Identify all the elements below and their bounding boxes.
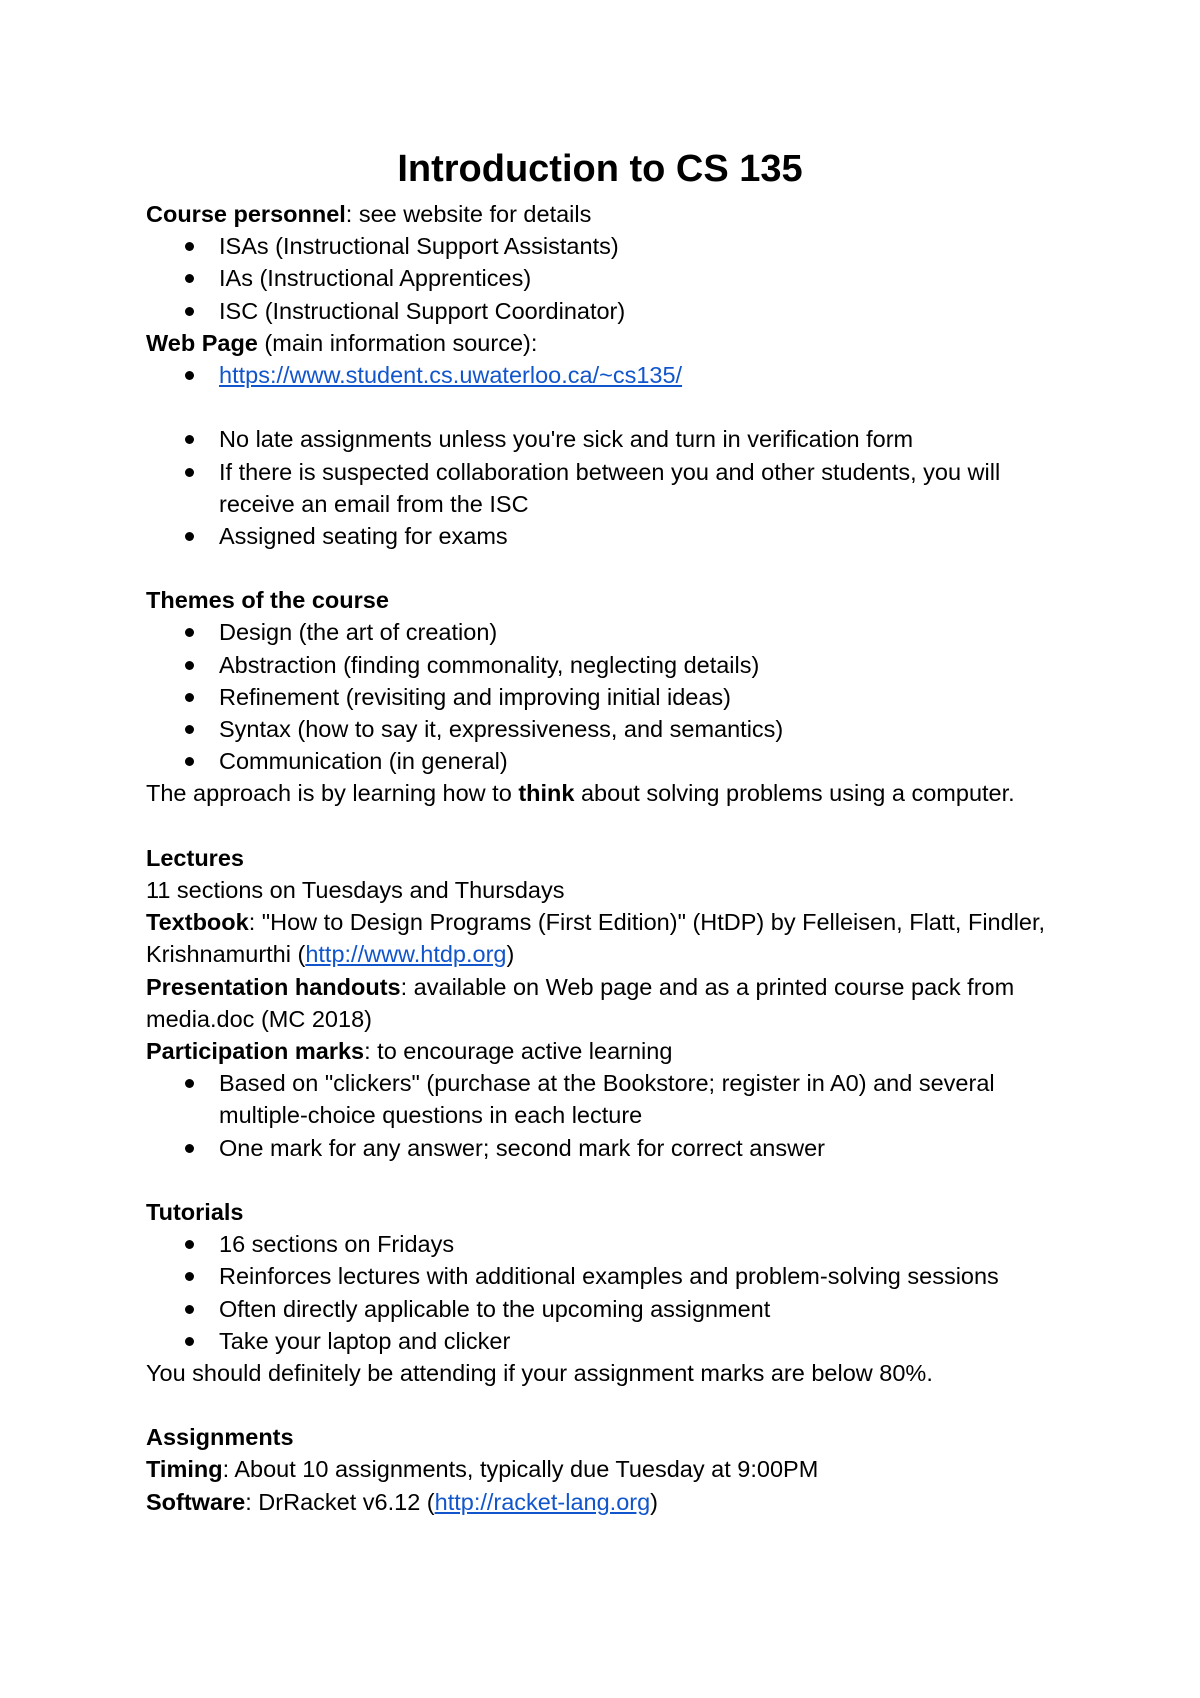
list-item-text: Abstraction (finding commonality, neglecting details) bbox=[219, 651, 760, 678]
approach-text-before: The approach is by learning how to bbox=[146, 780, 519, 807]
personnel-text: : see website for details bbox=[345, 201, 592, 227]
timing-line bbox=[146, 1453, 1076, 1485]
list-item-text: Reinforces lectures with additional examples and problem-solving sessions bbox=[219, 1263, 999, 1290]
software-line bbox=[146, 1486, 1076, 1518]
list-item bbox=[146, 1260, 1076, 1292]
list-item bbox=[146, 423, 1076, 455]
participation-label: Participation marks bbox=[146, 1037, 365, 1064]
list-item bbox=[146, 359, 1076, 391]
list-item-text: Design (the art of creation) bbox=[219, 619, 498, 646]
approach-line bbox=[146, 777, 1076, 809]
textbook-line bbox=[146, 906, 1076, 970]
racket-link[interactable]: http://racket-lang.org bbox=[434, 1488, 651, 1515]
list-item bbox=[146, 295, 1076, 327]
list-item-text: Based on "clickers" (purchase at the Bookstore; register in A0) and several multiple-choice questions in each lecture bbox=[219, 1070, 995, 1129]
list-item-text: ISC (Instructional Support Coordinator) bbox=[219, 297, 626, 324]
list-item bbox=[146, 1132, 1076, 1164]
bullet-icon bbox=[185, 307, 194, 316]
list-item-text: 16 sections on Fridays bbox=[219, 1231, 455, 1258]
bullet-icon bbox=[185, 242, 194, 251]
list-item-text: If there is suspected collaboration between you and other students, you will receive an email from the ISC bbox=[219, 458, 1001, 517]
list-item-text: No late assignments unless you're sick and turn in verification form bbox=[219, 426, 914, 453]
assignments-heading: Assignments bbox=[146, 1424, 294, 1451]
timing-text: : About 10 assignments, typically due Tuesday at 9:00PM bbox=[222, 1456, 819, 1483]
personnel-label: Course personnel bbox=[146, 201, 346, 227]
list-item bbox=[146, 745, 1076, 777]
participation-line bbox=[146, 1035, 1076, 1067]
list-item bbox=[146, 1293, 1076, 1325]
htdp-link[interactable]: http://www.htdp.org bbox=[305, 941, 507, 968]
textbook-text: : "How to Design Programs (First Edition)" (HtDP) by Felleisen, Flatt, Findler, Krishnamurthi ( bbox=[146, 909, 1046, 968]
lecture-sections: 11 sections on Tuesdays and Thursdays bbox=[146, 876, 565, 903]
handouts-line bbox=[146, 971, 1076, 1035]
list-item-text: Assigned seating for exams bbox=[219, 522, 508, 549]
bullet-icon bbox=[185, 532, 194, 541]
list-item bbox=[146, 230, 1076, 262]
web-page-label: Web Page bbox=[146, 329, 258, 356]
list-item-text: Refinement (revisiting and improving initial ideas) bbox=[219, 683, 732, 710]
list-item bbox=[146, 520, 1076, 552]
list-item-text: One mark for any answer; second mark for correct answer bbox=[219, 1134, 825, 1161]
list-item-text: Syntax (how to say it, expressiveness, and semantics) bbox=[219, 716, 784, 743]
software-text: : DrRacket v6.12 ( bbox=[245, 1488, 435, 1515]
spacer bbox=[146, 391, 1076, 423]
list-item bbox=[146, 1067, 1076, 1131]
course-website-link[interactable]: https://www.student.cs.uwaterloo.ca/~cs135/ bbox=[219, 361, 683, 388]
list-item bbox=[146, 681, 1076, 713]
list-item bbox=[146, 649, 1076, 681]
web-page-line bbox=[146, 327, 1076, 359]
list-item bbox=[146, 262, 1076, 294]
spacer bbox=[146, 1389, 1076, 1421]
bullet-icon bbox=[185, 1337, 194, 1346]
textbook-label: Textbook bbox=[146, 909, 249, 936]
software-label: Software bbox=[146, 1488, 246, 1515]
spacer bbox=[146, 552, 1076, 584]
list-item bbox=[146, 1228, 1076, 1260]
approach-text-after: about solving problems using a computer. bbox=[574, 780, 1015, 807]
tutorials-heading: Tutorials bbox=[146, 1198, 244, 1225]
list-item bbox=[146, 456, 1076, 520]
list-item-text: IAs (Instructional Apprentices) bbox=[219, 265, 532, 292]
list-item-text: Often directly applicable to the upcoming assignment bbox=[219, 1295, 771, 1322]
bullet-icon bbox=[185, 468, 194, 477]
list-item bbox=[146, 616, 1076, 648]
bullet-icon bbox=[185, 435, 194, 444]
spacer bbox=[146, 810, 1076, 842]
bullet-icon bbox=[185, 1079, 194, 1088]
web-page-text: (main information source): bbox=[257, 329, 538, 356]
textbook-close: ) bbox=[506, 941, 515, 968]
spacer bbox=[146, 1164, 1076, 1196]
bullet-icon bbox=[185, 1272, 194, 1281]
handouts-label: Presentation handouts bbox=[146, 973, 401, 1000]
timing-label: Timing bbox=[146, 1456, 223, 1483]
document-body bbox=[146, 198, 1076, 1518]
bullet-icon bbox=[185, 371, 194, 380]
personnel-line bbox=[146, 198, 1076, 230]
approach-text-bold: think bbox=[518, 780, 575, 807]
bullet-icon bbox=[185, 661, 194, 670]
tutorials-note: You should definitely be attending if your assignment marks are below 80%. bbox=[146, 1359, 933, 1386]
list-item bbox=[146, 713, 1076, 745]
lectures-heading: Lectures bbox=[146, 844, 244, 871]
list-item bbox=[146, 1325, 1076, 1357]
bullet-icon bbox=[185, 725, 194, 734]
list-item-text: Communication (in general) bbox=[219, 748, 508, 775]
bullet-icon bbox=[185, 628, 194, 637]
software-close: ) bbox=[650, 1488, 658, 1515]
themes-heading: Themes of the course bbox=[146, 587, 389, 614]
page-title: Introduction to CS 135 bbox=[397, 148, 803, 190]
list-item-text: Take your laptop and clicker bbox=[219, 1327, 511, 1354]
bullet-icon bbox=[185, 757, 194, 766]
bullet-icon bbox=[185, 693, 194, 702]
bullet-icon bbox=[185, 274, 194, 283]
handouts-text: : available on Web page and as a printed course pack from media.doc (MC 2018) bbox=[146, 973, 1015, 1032]
participation-text: : to encourage active learning bbox=[364, 1037, 673, 1064]
bullet-icon bbox=[185, 1305, 194, 1314]
list-item-text: ISAs (Instructional Support Assistants) bbox=[219, 233, 619, 260]
bullet-icon bbox=[185, 1240, 194, 1249]
bullet-icon bbox=[185, 1144, 194, 1153]
